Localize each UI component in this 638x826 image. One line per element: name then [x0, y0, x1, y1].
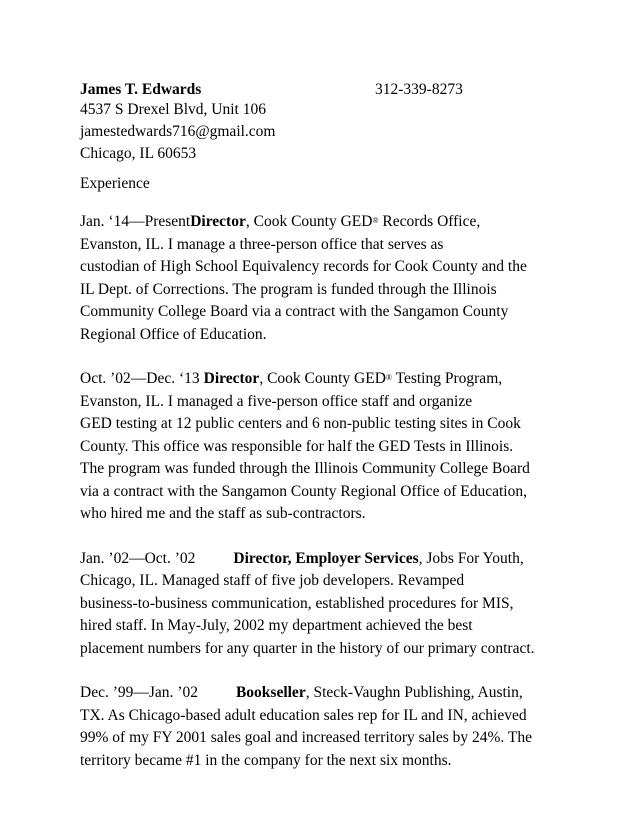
job-description-line: via a contract with the Sangamon County Regional Office of Education,	[80, 482, 527, 500]
job-description-line: business-to-business communication, established procedures for MIS,	[80, 594, 514, 612]
registered-mark: ®	[372, 216, 379, 225]
job-org: , Steck-Vaughn Publishing, Austin,	[305, 684, 523, 701]
job-title: Bookseller	[235, 684, 306, 701]
job-dates: Jan. ‘14—Present	[80, 213, 191, 230]
job-description-line: 99% of my FY 2001 sales goal and increased territory sales by 24%. The	[80, 729, 532, 746]
job-description-line: Community College Board via a contract with the Sangamon County	[80, 303, 509, 320]
job-description-line: County. This office was responsible for half the GED Tests in Illinois.	[80, 437, 514, 455]
street-address: 4537 S Drexel Blvd, Unit 106	[80, 101, 266, 118]
job-org: , Cook County GED	[245, 213, 373, 230]
job-org-suffix: Records Office,	[378, 213, 481, 230]
job-heading	[80, 368, 560, 391]
job-description-line: Evanston, IL. I managed a five-person office staff and organize	[80, 392, 473, 410]
job-title: Director	[190, 213, 246, 230]
job-entry	[80, 682, 560, 772]
email-address: jamestedwards716@gmail.com	[80, 123, 276, 140]
job-heading	[80, 682, 560, 705]
job-title: Director	[203, 370, 260, 387]
registered-mark: ®	[385, 373, 392, 382]
job-description-line: IL Dept. of Corrections. The program is funded through the Illinois	[80, 280, 497, 298]
job-org: , Cook County GED	[259, 370, 386, 387]
job-description-line: hired staff. In May-July, 2002 my department achieved the best	[80, 617, 473, 634]
job-description-line: who hired me and the staff as sub-contractors.	[80, 505, 366, 522]
job-entry	[80, 368, 560, 526]
job-description-line: The program was funded through the Illinois Community College Board	[80, 460, 530, 477]
job-dates: Dec. ’99—Jan. ’02	[80, 684, 198, 701]
job-description-line: Regional Office of Education.	[80, 325, 267, 343]
job-title: Director, Employer Services	[233, 549, 419, 567]
job-description-line: Evanston, IL. I manage a three-person office that serves as	[80, 235, 444, 253]
job-dates: Oct. ’02—Dec. ‘13	[80, 370, 200, 387]
job-dates: Jan. ’02—Oct. ’02	[80, 549, 196, 567]
job-heading	[80, 548, 560, 571]
phone-number: 312-339-8273	[375, 81, 463, 98]
contact-block	[80, 99, 276, 165]
job-description-line: territory became #1 in the company for the next six months.	[80, 751, 452, 769]
candidate-name: James T. Edwards	[80, 81, 202, 98]
job-heading	[80, 211, 560, 234]
city-state-zip: Chicago, IL 60653	[80, 145, 197, 162]
job-description-line: GED testing at 12 public centers and 6 non-public testing sites in Cook	[80, 415, 521, 432]
job-entry	[80, 211, 560, 346]
job-description-line: Chicago, IL. Managed staff of five job developers. Revamped	[80, 572, 465, 589]
job-org: , Jobs For Youth,	[418, 549, 524, 567]
job-description-line: placement numbers for any quarter in the history of our primary contract.	[80, 639, 535, 657]
section-title-experience: Experience	[80, 175, 150, 192]
job-entry	[80, 548, 560, 661]
header-row	[80, 80, 560, 100]
experience-list	[80, 211, 560, 794]
job-org-suffix: Testing Program,	[391, 370, 503, 387]
job-description-line: custodian of High School Equivalency records for Cook County and the	[80, 258, 527, 275]
job-description-line: TX. As Chicago-based adult education sales rep for IL and IN, achieved	[80, 706, 527, 724]
